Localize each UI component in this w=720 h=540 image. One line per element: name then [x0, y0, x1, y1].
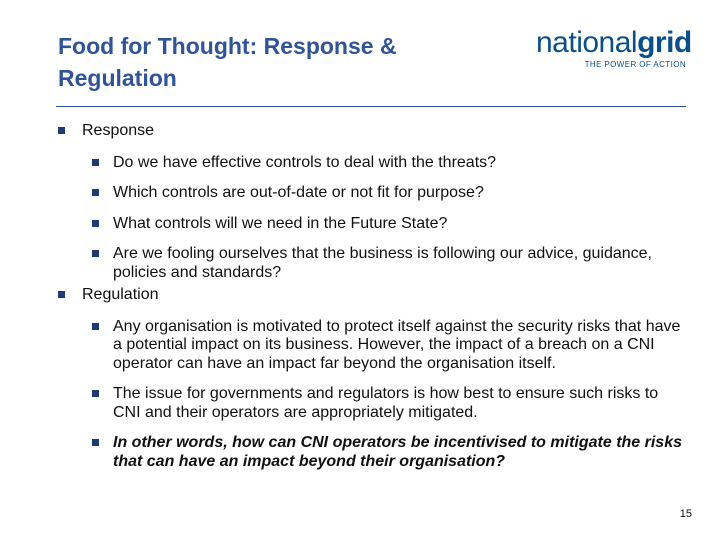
section-response-heading	[58, 122, 688, 141]
list-item	[92, 215, 688, 234]
list-item-text: What controls will we need in the Future State?	[113, 214, 448, 232]
logo-word-grid: grid	[637, 26, 692, 59]
square-bullet-icon	[58, 291, 65, 298]
square-bullet-icon	[92, 159, 99, 166]
square-bullet-icon	[92, 220, 99, 227]
national-grid-logo	[536, 26, 692, 69]
slide-title: Food for Thought: Response & Regulation	[58, 33, 397, 91]
list-item	[92, 385, 688, 422]
logo-wordmark	[536, 26, 692, 60]
section-regulation-heading	[58, 286, 688, 305]
list-item	[92, 184, 688, 203]
list-item-text: Which controls are out-of-date or not fit for purpose?	[113, 184, 484, 201]
list-item	[92, 318, 688, 374]
list-item	[92, 154, 688, 173]
square-bullet-icon	[92, 250, 99, 257]
list-item-text: Are we fooling ourselves that the business is following our advice, guidance, policies and standards?	[113, 245, 652, 281]
section-heading: Regulation	[82, 286, 159, 303]
section-heading: Response	[82, 122, 155, 139]
logo-word-national: national	[536, 26, 638, 59]
list-item-text: Do we have effective controls to deal with the threats?	[113, 153, 497, 171]
logo-tagline: THE POWER OF ACTION	[584, 60, 686, 69]
square-bullet-icon	[92, 323, 99, 330]
list-item-text: Any organisation is motivated to protect itself against the security risks that have a potential impact on its business. However, the impact of a breach on a CNI operator can have an impact far beyond the organisation itself.	[113, 317, 681, 372]
square-bullet-icon	[92, 439, 99, 446]
page-number: 15	[679, 508, 692, 520]
square-bullet-icon	[92, 189, 99, 196]
title-divider	[56, 106, 686, 107]
list-item	[92, 434, 688, 471]
list-item-text: The issue for governments and regulators is how best to ensure such risks to CNI and their operators are appropriately mitigated.	[113, 385, 659, 421]
list-item	[92, 245, 688, 282]
list-item-text-emphasis: In other words, how can CNI operators be incentivised to mitigate the risks that can have an impact beyond their organisation?	[113, 434, 682, 470]
square-bullet-icon	[58, 127, 65, 134]
slide-content	[58, 122, 688, 483]
square-bullet-icon	[92, 390, 99, 397]
